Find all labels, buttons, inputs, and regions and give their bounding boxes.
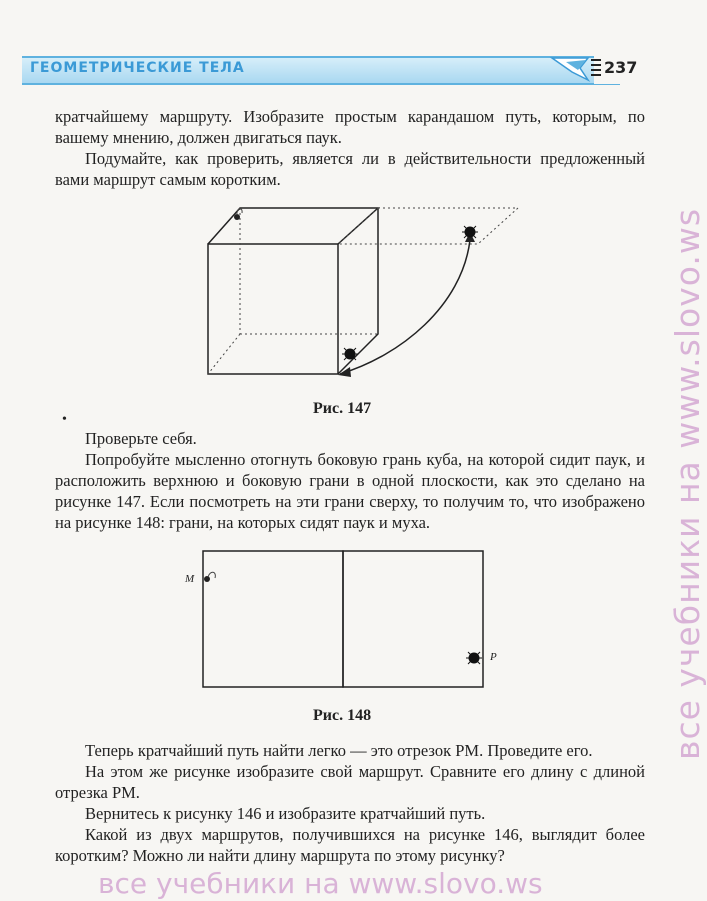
figure-148-caption: Рис. 148 bbox=[313, 707, 372, 724]
page-corner-arrow-icon bbox=[552, 54, 596, 84]
paragraph-6: На этом же рисунке изобразите свой маршрут. Сравните его длину с длиной отрезка PM. bbox=[55, 762, 645, 802]
watermark-side: все учебники на www.slovo.ws bbox=[668, 207, 707, 760]
paragraph-8: Какой из двух маршрутов, получившихся на рисунке 146, выглядит более коротким? Можно ли найти длину маршрута по этому рисунку? bbox=[55, 825, 645, 865]
paragraph-2: Подумайте, как проверить, является ли в действительности предложенный вами маршрут самым коротким. bbox=[55, 149, 645, 189]
section-title: ГЕОМЕТРИЧЕСКИЕ ТЕЛА bbox=[30, 60, 245, 76]
figure-147-cube bbox=[200, 196, 530, 386]
paragraph-7: Вернитесь к рисунку 146 и изобразите кратчайший путь. bbox=[85, 804, 486, 823]
paragraph-5: Теперь кратчайший путь найти легко — это отрезок PM. Проведите его. bbox=[85, 741, 593, 760]
figure-147-caption: Рис. 147 bbox=[313, 400, 372, 417]
bullet-marker: • bbox=[62, 412, 67, 427]
page-number-stripes bbox=[591, 56, 601, 82]
page-number: 237 bbox=[604, 58, 638, 77]
label-M: M bbox=[185, 573, 195, 585]
label-P: P bbox=[490, 651, 497, 663]
watermark-bottom: все учебники на www.slovo.ws bbox=[98, 867, 543, 900]
paragraph-4: Попробуйте мысленно отогнуть боковую грань куба, на которой сидит паук, и расположить верхнюю и боковую грани в одной плоскости, как это сделано на рисунке 147. Если посмотреть на эти грани сверху, то получим то, что изображено на рисунке 148: грани, на которых сидят паук и муха. bbox=[55, 450, 645, 532]
paragraph-3: Проверьте себя. bbox=[85, 429, 197, 448]
figure-148-faces bbox=[180, 545, 510, 695]
paragraph-1: кратчайшему маршруту. Изобразите простым карандашом путь, которым, по вашему мнению, должен двигаться паук. bbox=[55, 107, 645, 147]
